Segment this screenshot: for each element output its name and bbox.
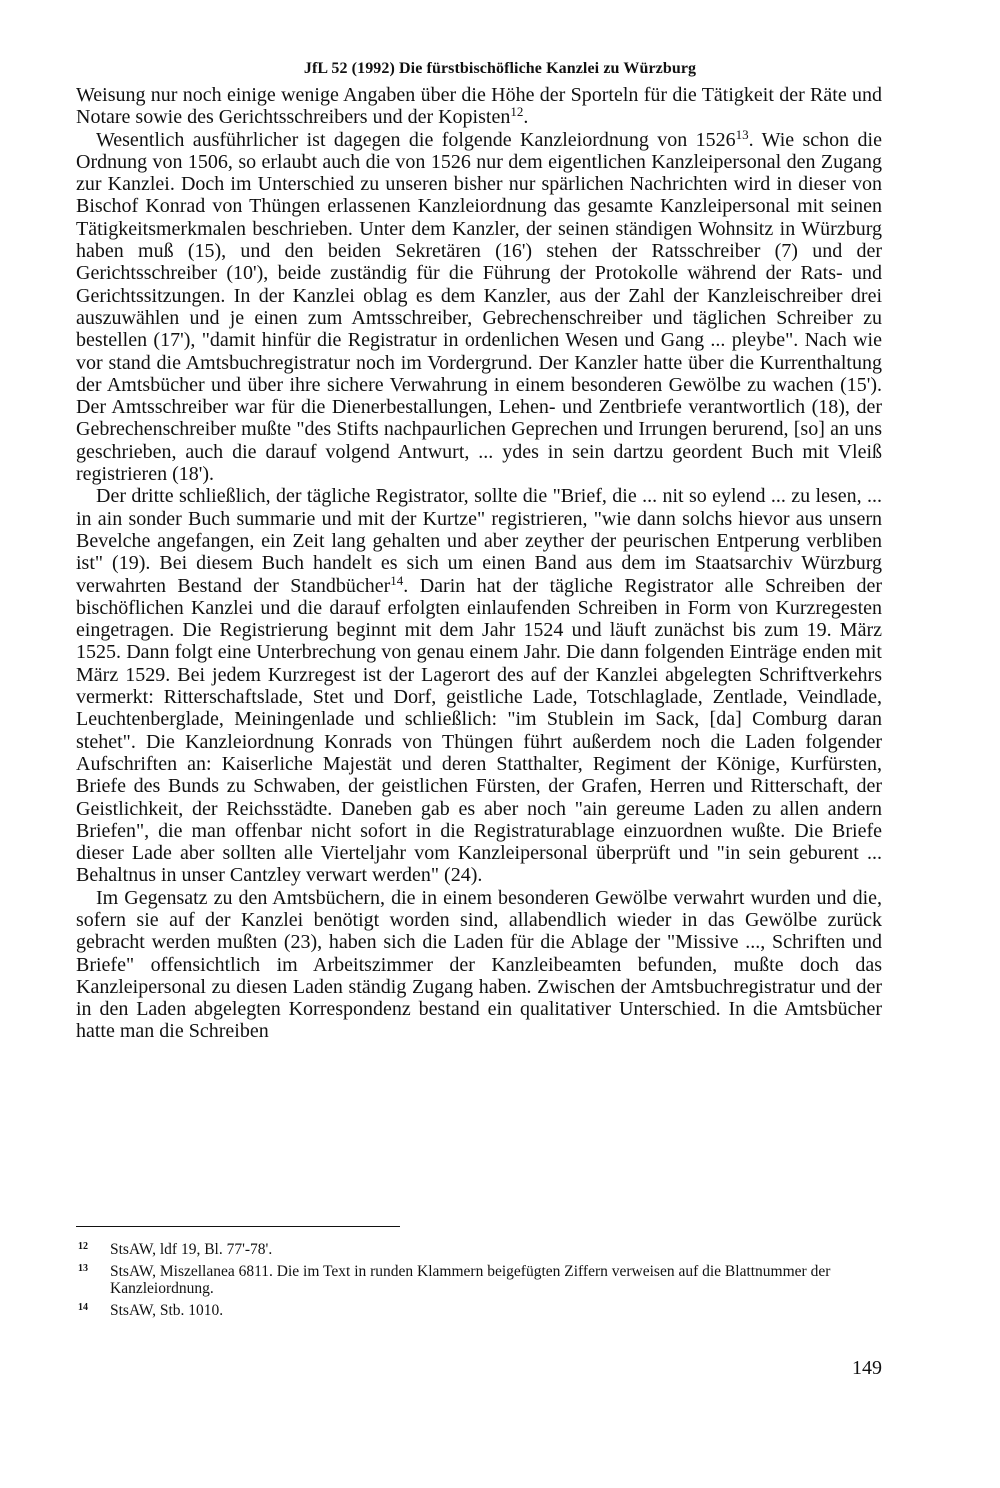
footnote-number: 13 <box>78 1263 88 1274</box>
footnote-text: StsAW, Miszellanea 6811. Die im Text in runden Klammern beigefügten Ziffern verweisen auf die Blattnummer der Kanzleiordnung. <box>110 1263 831 1297</box>
body-text <box>76 84 882 1043</box>
footnote-text: StsAW, ldf 19, Bl. 77'-78'. <box>110 1241 273 1258</box>
footnotes <box>76 1241 882 1324</box>
paragraph-4 <box>76 887 882 1043</box>
paragraph-2 <box>76 126 882 486</box>
text-run: Weisung nur noch einige wenige Angaben über die Höhe der Sporteln für die Tätigkeit der Räte und Notare sowie des Gerichtsschreibers und der Kopisten <box>76 84 882 129</box>
text-run: . <box>523 106 529 129</box>
text-run: Wesentlich ausführlicher ist dagegen die folgende Kanzleiordnung von 1526 <box>96 128 736 151</box>
footnote-12 <box>76 1241 882 1258</box>
footnote-ref-12: 12 <box>510 104 524 120</box>
footnote-number: 14 <box>78 1302 88 1313</box>
text-run: . Darin hat der tägliche Registrator alle Schreiben der bischöflichen Kanzlei und die darauf erfolgten einlaufenden Schreiben in Form von Kurzregesten eingetragen. Die Registrierung beginnt mit dem Jahr 1524 und läuft zunächst bis zum 19. März 1525. Dann folgt eine Unterbrechung von genau einem Jahr. Die dann folgenden Einträge enden mit März 1529. Bei jedem Kurzregest ist der Lagerort des auf der Kanzlei abgelegten Schriftverkehrs vermerkt: Ritterschaftslade, Stet und Dorf, geistliche Lade, Totschlaglade, Zentlade, Veindlade, Leuchtenberglade, Meiningenlade und schließlich: "im Stublein im Sack, [da] Comburg daran stehet". Die Kanzleiordnung Konrads von Thüngen führt außerdem noch die Laden folgender Aufschriften an: Kaiserliche Majestät und deren Statthalter, Regiment der Könige, Kurfürsten, Briefe des Bunds zu Schwaben, der geistlichen Fürsten, der Grafen, Herren und Ritterschaft, der Geistlichkeit, der Reichsstädte. Daneben gab es aber noch "ain gereume Laden zu allen andern Briefen", die man offenbar nicht sofort in die Registraturablage einzuordnen wußte. Die Briefe dieser Lade aber sollten alle Vierteljahr vom Kanzleipersonal überprüft und "in sein geburent ... Behaltnus in unser Cantzley verwart werden" (24). <box>76 574 882 887</box>
running-header: JfL 52 (1992) Die fürstbischöfliche Kanzlei zu Würzburg <box>303 60 697 77</box>
page-number: 149 <box>852 1357 882 1379</box>
text-run: . Wie schon die Ordnung von 1506, so erlaubt auch die von 1526 nur dem eigentlichen Kanzleipersonal den Zugang zur Kanzlei. Doch im Unterschied zu unseren bisher nur spärlichen Nachrichten wird in dieser von Bischof Konrad von Thüngen erlassenen Kanzleiordnung das gesamte Kanzleipersonal mit seinen Tätigkeitsmerkmalen beschrieben. Unter dem Kanzler, der seinen ständigen Wohnsitz in Würzburg haben muß (15), und den beiden Sekretären (16') stehen der Ratsschreiber (7) und der Gerichtsschreiber (10'), beide zuständig für die Führung der Protokolle während der Rats- und Gerichtssitzungen. In der Kanzlei oblag es dem Kanzler, aus der Zahl der Kanzleischreiber drei auszuwählen und je einen zum Amtsschreiber, Gebrechenschreiber und täglichen Schreiber zu bestellen (17'), "damit hinfür die Registratur in ordenlichen Wesen und Gang ... pleybe". Nach wie vor stand die Amtsbuchregistratur noch im Vordergrund. Der Kanzler hatte über die Kurrenthaltung der Amtsbücher und über ihre sichere Verwahrung in einem besonderen Gewölbe zu wachen (15'). Der Amtsschreiber war für die Dienerbestallungen, Lehen- und Zentbriefe verantwortlich (18), der Gebrechenschreiber mußte "des Stifts nachpaurlichen Geprechen und Irrungen berurend, [so] an uns geschrieben, auch die darauf volgend Antwurt, ... ydes in sein dartzu geordent Buch mit Vleiß registrieren (18'). <box>76 128 882 486</box>
paragraph-1 <box>76 84 882 129</box>
text-run: Der dritte schließlich, der tägliche Registrator, sollte die "Brief, die ... nit so eylend ... zu lesen, ... in ain sonder Buch summarie und mit der Kurtze" registrieren, "wie dann solchs hievor aus unsern Bevelche angefangen, ein Zeit lang gehalten und aber zeyther der peurischen Entperung verbliben ist" (19). Bei diesem Buch handelt es sich um einen Band aus dem im Staatsarchiv Würzburg verwahrten Bestand der Standbücher <box>76 485 882 597</box>
footnote-separator <box>76 1226 400 1227</box>
footnote-text: StsAW, Stb. 1010. <box>110 1302 224 1319</box>
footnote-14 <box>76 1302 882 1319</box>
paragraph-3 <box>76 485 882 886</box>
footnote-ref-14: 14 <box>390 572 404 588</box>
footnote-ref-13: 13 <box>735 126 749 142</box>
footnote-number: 12 <box>78 1241 88 1252</box>
text-run: Im Gegensatz zu den Amtsbüchern, die in einem besonderen Gewölbe verwahrt wurden und die, sofern sie auf der Kanzlei benötigt worden sind, allabendlich wieder in das Gewölbe zurück gebracht werden mußten (23), haben sich die Laden für die Ablage der "Missive ..., Schriften und Briefe" offensichtlich im Arbeitszimmer der Kanzleibeamten befunden, mußte doch das Kanzleipersonal zu diesen Laden ständig Zugang haben. Zwischen der Amtsbuchregistratur und der in den Laden abgelegten Korrespondenz bestand ein qualitativer Unterschied. In die Amtsbücher hatte man die Schreiben <box>76 886 882 1043</box>
footnote-13 <box>76 1263 882 1297</box>
